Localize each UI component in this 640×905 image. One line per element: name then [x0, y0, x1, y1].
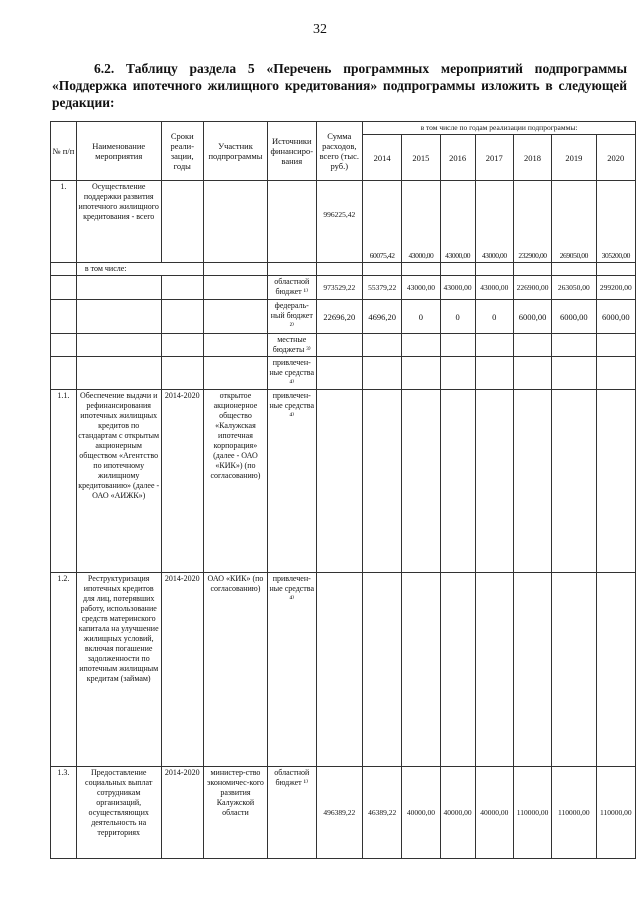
header-year: 2015	[402, 135, 440, 181]
row-year-value: 263050,00	[552, 276, 596, 300]
row-year-value: 269050,00	[552, 181, 596, 263]
table-row	[51, 300, 636, 334]
row-terms: 2014-2020	[161, 390, 203, 573]
table-row	[51, 767, 636, 859]
header-sources: Источники финансиро-вания	[267, 122, 316, 181]
header-year: 2018	[513, 135, 551, 181]
row-year-value: 0	[402, 300, 440, 334]
row-year-value: 43000,00	[475, 276, 513, 300]
row-participant: ОАО «КИК» (по согласованию)	[203, 573, 267, 767]
table-row	[51, 357, 636, 390]
header-years-group: в том числе по годам реализации подпрограммы:	[363, 122, 636, 135]
row-terms: 2014-2020	[161, 573, 203, 767]
row-year-value: 232900,00	[513, 181, 551, 263]
row-source: областной бюджет ¹⁾	[267, 276, 316, 300]
program-measures-table	[50, 121, 636, 859]
header-year: 2017	[475, 135, 513, 181]
row-source: областной бюджет ¹⁾	[267, 767, 316, 859]
row-year-value: 110000,00	[513, 767, 551, 859]
header-year: 2020	[596, 135, 635, 181]
header-sum: Сумма расходов, всего (тыс. руб.)	[316, 122, 363, 181]
row-source: привлечен-ные средства ⁴⁾	[267, 573, 316, 767]
table-row	[51, 263, 636, 276]
row-year-value: 43000,00	[402, 181, 440, 263]
row-number: 1.	[51, 181, 77, 263]
table-row	[51, 276, 636, 300]
row-year-value: 43000,00	[475, 181, 513, 263]
row-sum: 996225,42	[316, 181, 363, 263]
row-sum: 22696,20	[316, 300, 363, 334]
row-name: Обеспечение выдачи и рефинансирования ипотечных жилищных кредитов по стандартам с открытым акционерным обществом «Агентство по ипотечному жилищному кредитованию» (далее - ОАО «АИЖК»)	[76, 390, 161, 573]
row-source: федераль-ный бюджет ²⁾	[267, 300, 316, 334]
header-year: 2014	[363, 135, 402, 181]
row-year-value: 6000,00	[552, 300, 596, 334]
row-participant: открытое акционерное общество «Калужская ипотечная корпорация» (далее - ОАО «КИК») (по согласованию)	[203, 390, 267, 573]
row-name: Осуществление поддержки развития ипотечного жилищного кредитования - всего	[76, 181, 161, 263]
row-year-value: 0	[475, 300, 513, 334]
row-year-value: 55379,22	[363, 276, 402, 300]
header-name: Наименование мероприятия	[76, 122, 161, 181]
row-year-value: 43000,00	[402, 276, 440, 300]
row-number: 1.1.	[51, 390, 77, 573]
row-year-value: 43000,00	[440, 181, 475, 263]
row-year-value: 110000,00	[596, 767, 635, 859]
row-source: местные бюджеты ³⁾	[267, 334, 316, 357]
row-source: привлечен-ные средства ⁴⁾	[267, 357, 316, 390]
table-row	[51, 573, 636, 767]
including-label: в том числе:	[76, 263, 203, 276]
row-year-value: 4696,20	[363, 300, 402, 334]
header-year: 2016	[440, 135, 475, 181]
row-name: Предоставление социальных выплат сотрудникам организаций, осуществляющих деятельность на территориях	[76, 767, 161, 859]
intro-paragraph: 6.2. Таблицу раздела 5 «Перечень программных мероприятий подпрограммы «Поддержка ипотечного жилищного кредитования» подпрограммы изложить в следующей редакции:	[52, 61, 627, 110]
row-year-value: 43000,00	[440, 276, 475, 300]
table-row	[51, 334, 636, 357]
row-year-value: 110000,00	[552, 767, 596, 859]
row-year-value: 40000,00	[402, 767, 440, 859]
row-year-value: 60075,42	[363, 181, 402, 263]
header-participant: Участник подпрограммы	[203, 122, 267, 181]
row-year-value: 226900,00	[513, 276, 551, 300]
row-sum: 973529,22	[316, 276, 363, 300]
row-participant: министер-ство экономичес-кого развития Калужской области	[203, 767, 267, 859]
header-year: 2019	[552, 135, 596, 181]
row-number: 1.2.	[51, 573, 77, 767]
header-terms: Сроки реали-зации, годы	[161, 122, 203, 181]
page-number: 32	[313, 22, 327, 37]
row-year-value: 6000,00	[513, 300, 551, 334]
row-source: привлечен-ные средства ⁴⁾	[267, 390, 316, 573]
table-header-row-1	[51, 122, 636, 135]
row-year-value: 40000,00	[440, 767, 475, 859]
row-sum: 496389,22	[316, 767, 363, 859]
row-number: 1.3.	[51, 767, 77, 859]
row-year-value: 6000,00	[596, 300, 635, 334]
row-terms: 2014-2020	[161, 767, 203, 859]
row-year-value: 46389,22	[363, 767, 402, 859]
row-year-value: 305200,00	[596, 181, 635, 263]
table-row	[51, 181, 636, 263]
header-number: № п/п	[51, 122, 77, 181]
row-year-value: 299200,00	[596, 276, 635, 300]
row-name: Реструктуризация ипотечных кредитов для лиц, потерявших работу, использование средств материнского капитала на улучшение жилищных условий, включая погашение задолженности по ипотечным жилищным кредитам (займам)	[76, 573, 161, 767]
row-year-value: 0	[440, 300, 475, 334]
table-row	[51, 390, 636, 573]
row-year-value: 40000,00	[475, 767, 513, 859]
